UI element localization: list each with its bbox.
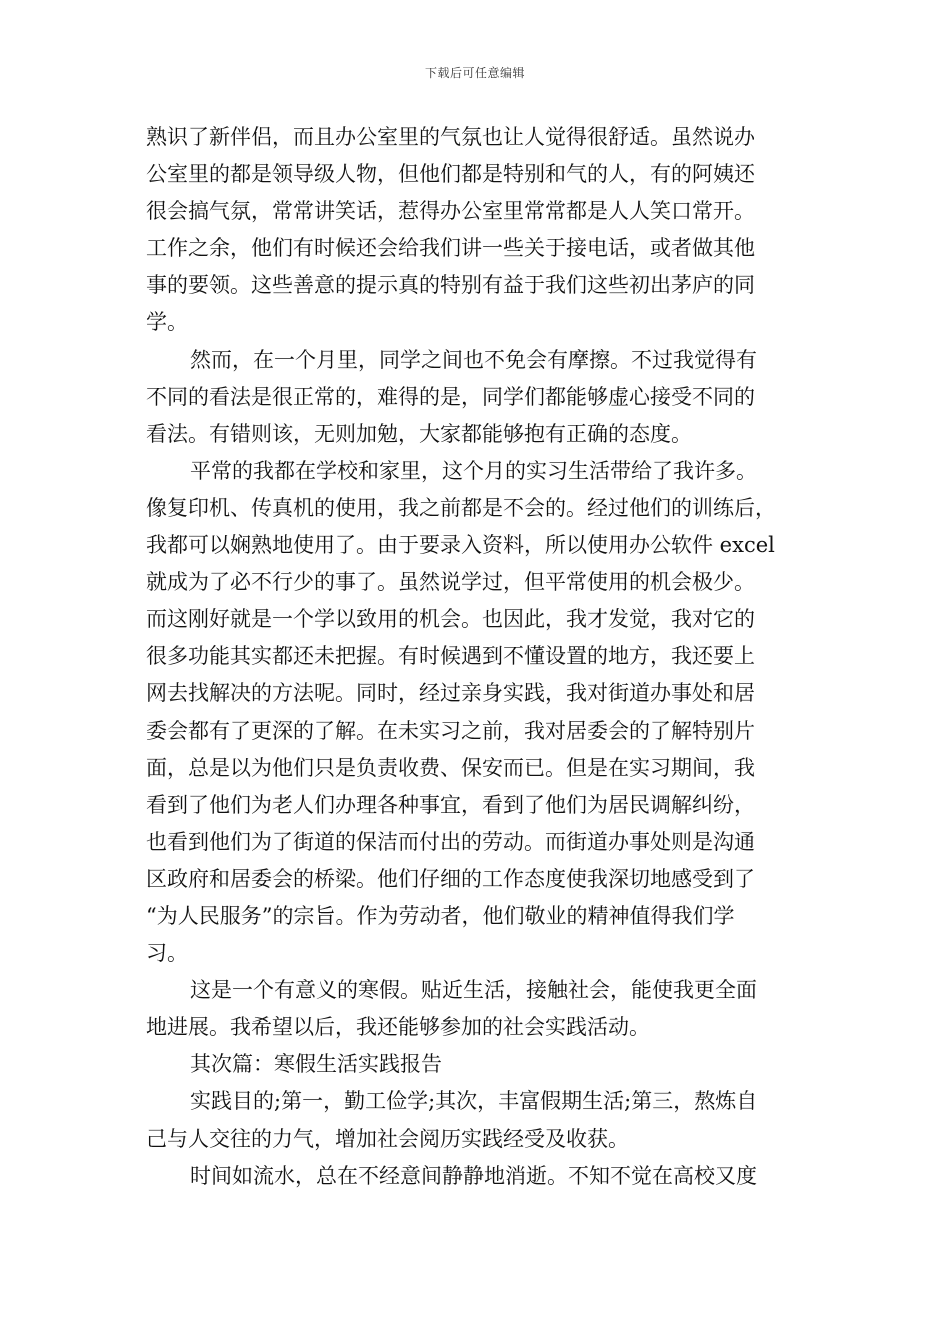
text-line: 平常的我都在学校和家里，这个月的实习生活带给了我许多。 [190, 458, 757, 483]
text-line: 网去找解决的方法呢。同时，经过亲身实践，我对街道办事处和居 [146, 681, 755, 706]
text-line: 事的要领。这些善意的提示真的特别有益于我们这些初出茅庐的同 [146, 273, 755, 298]
text-line: 这是一个有意义的寒假。贴近生活，接触社会，能使我更全面 [190, 978, 757, 1003]
text-line: 很多功能其实都还未把握。有时候遇到不懂设置的地方，我还要上 [146, 644, 755, 669]
text-line: 区政府和居委会的桥梁。他们仔细的工作态度使我深切地感受到了 [146, 866, 755, 891]
text-line: 然而，在一个月里，同学之间也不免会有摩擦。不过我觉得有 [190, 347, 757, 372]
text-line: 工作之余，他们有时候还会给我们讲一些关于接电话，或者做其他 [146, 236, 755, 261]
text-line: 地进展。我希望以后，我还能够参加的社会实践活动。 [146, 1015, 650, 1040]
text-line: 公室里的都是领导级人物，但他们都是特别和气的人，有的阿姨还 [146, 162, 755, 187]
text-line: 我都可以娴熟地使用了。由于要录入资料，所以使用办公软件 excel [146, 533, 775, 558]
text-line: 不同的看法是很正常的，难得的是，同学们都能够虚心接受不同的 [146, 384, 755, 409]
page-header: 下载后可任意编辑 [424, 66, 525, 80]
text-line: 面，总是以为他们只是负责收费、保安而已。但是在实习期间，我 [146, 755, 755, 780]
text-line: 像复印机、传真机的使用，我之前都是不会的。经过他们的训练后， [146, 495, 776, 520]
text-line: 学。 [146, 310, 188, 335]
text-line: 看到了他们为老人们办理各种事宜，看到了他们为居民调解纠纷， [146, 792, 755, 817]
text-line: “为人民服务”的宗旨。作为劳动者，他们敬业的精神值得我们学 [146, 903, 735, 928]
text-line: 而这刚好就是一个学以致用的机会。也因此，我才发觉，我对它的 [146, 607, 755, 632]
document-body [146, 119, 816, 1195]
text-line: 看法。有错则该，无则加勉，大家都能够抱有正确的态度。 [146, 421, 692, 446]
text-line: 时间如流水，总在不经意间静静地消逝。不知不觉在高校又度 [190, 1163, 757, 1188]
section-heading: 其次篇：寒假生活实践报告 [190, 1052, 442, 1077]
text-line: 熟识了新伴侣，而且办公室里的气氛也让人觉得很舒适。虽然说办 [146, 125, 755, 149]
text-line: 委会都有了更深的了解。在未实习之前，我对居委会的了解特别片 [146, 718, 755, 743]
text-line: 习。 [146, 941, 188, 966]
text-line: 也看到他们为了街道的保洁而付出的劳动。而街道办事处则是沟通 [146, 829, 755, 854]
text-line: 实践目的;第一，勤工俭学;其次，丰富假期生活;第三，熬炼自 [190, 1089, 758, 1114]
text-line: 己与人交往的力气，增加社会阅历实践经受及收获。 [146, 1126, 629, 1151]
text-line: 就成为了必不行少的事了。虽然说学过，但平常使用的机会极少。 [146, 570, 755, 595]
text-line: 很会搞气氛，常常讲笑话，惹得办公室里常常都是人人笑口常开。 [146, 199, 755, 224]
